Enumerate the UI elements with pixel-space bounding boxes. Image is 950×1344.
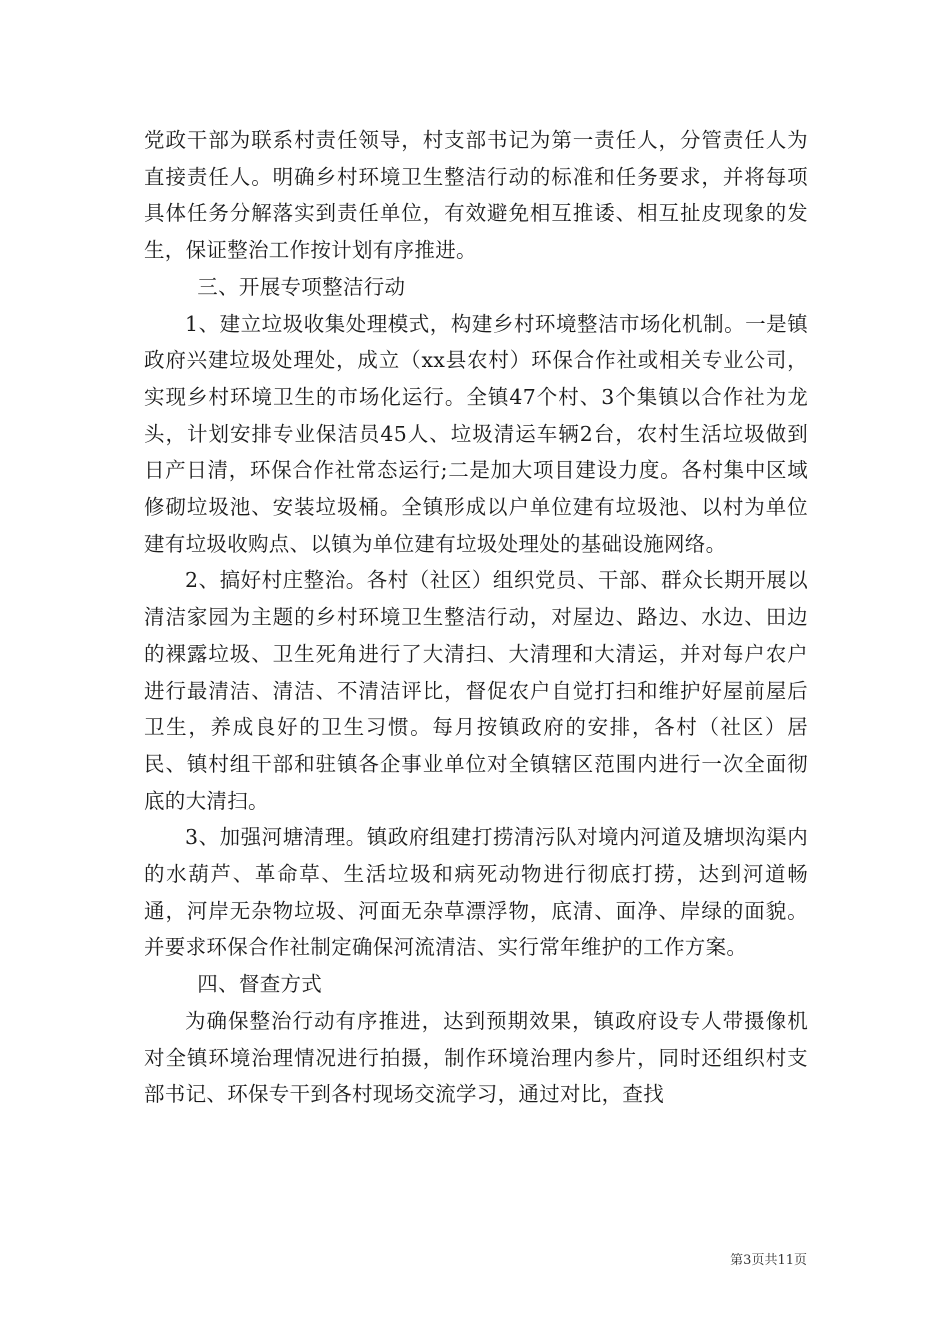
section-heading-supervision: 四、督查方式 — [197, 972, 323, 997]
page-number-footer: 第3页共11页 — [730, 1253, 807, 1268]
paragraph-responsibility: 党政干部为联系村责任领导，村支部书记为第一责任人，分管责任人为直接责任人。明确乡村环境卫生整洁行动的标准和任务要求，并将每项具体任务分解落实到责任单位，有效避免相互推诿、相互扯皮现象的发生，保证整治工作按计划有序推进。 — [144, 128, 808, 263]
paragraph-supervision-method: 为确保整治行动有序推进，达到预期效果，镇政府设专人带摄像机对全镇环境治理情况进行拍摄，制作环境治理内参片，同时还组织村支部书记、环保专干到各村现场交流学习，通过对比，查找 — [144, 1008, 808, 1107]
paragraph-garbage-collection: 1、建立垃圾收集处理模式，构建乡村环境整洁市场化机制。一是镇政府兴建垃圾处理处，成立（xx县农村）环保合作社或相关专业公司，实现乡村环境卫生的市场化运行。全镇47个村、3个集镇以合作社为龙头，计划安排专业保洁员45人、垃圾清运车辆2台，农村生活垃圾做到日产日清，环保合作社常态运行;二是加大项目建设力度。各村集中区域修砌垃圾池、安装垃圾桶。全镇形成以户单位建有垃圾池、以村为单位建有垃圾收购点、以镇为单位建有垃圾处理处的基础设施网络。 — [144, 311, 808, 556]
document-body — [144, 122, 808, 1113]
paragraph-village-cleanup: 2、搞好村庄整治。各村（社区）组织党员、干部、群众长期开展以清洁家园为主题的乡村环境卫生整洁行动，对屋边、路边、水边、田边的裸露垃圾、卫生死角进行了大清扫、大清理和大清运，并对每户农户进行最清洁、清洁、不清洁评比，督促农户自觉打扫和维护好屋前屋后卫生，养成良好的卫生习惯。每月按镇政府的安排，各村（社区）居民、镇村组干部和驻镇各企事业单位对全镇辖区范围内进行一次全面彻底的大清扫。 — [144, 568, 808, 813]
paragraph-river-cleanup: 3、加强河塘清理。镇政府组建打捞清污队对境内河道及塘坝沟渠内的水葫芦、革命草、生活垃圾和病死动物进行彻底打捞，达到河道畅通，河岸无杂物垃圾、河面无杂草漂浮物，底清、面净、岸绿的面貌。并要求环保合作社制定确保河流清洁、实行常年维护的工作方案。 — [144, 825, 808, 960]
section-heading-special-action: 三、开展专项整洁行动 — [197, 274, 406, 299]
